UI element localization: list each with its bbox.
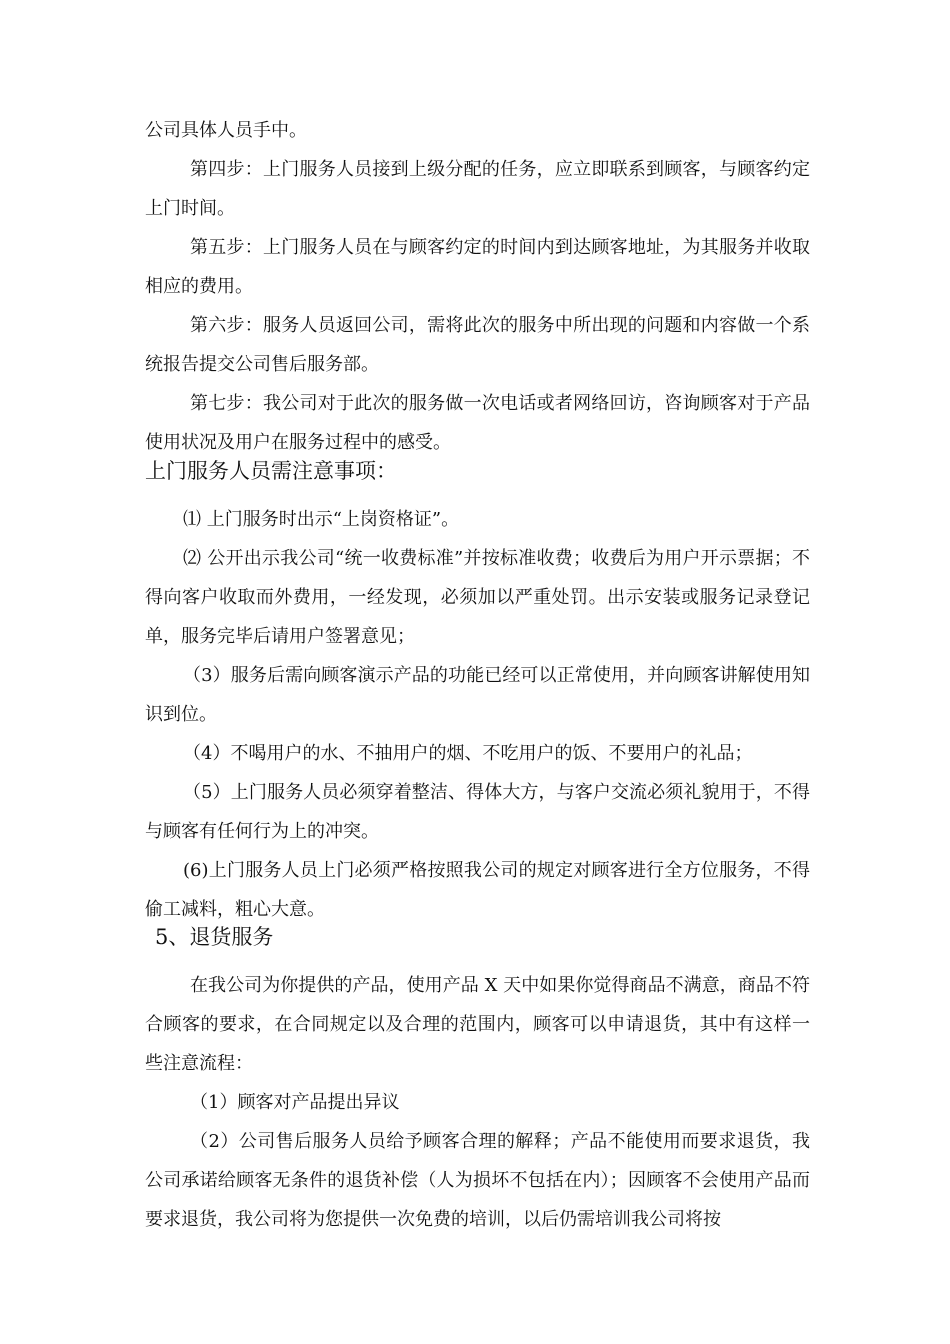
note-item-3: （3）服务后需向顾客演示产品的功能已经可以正常使用，并向顾客讲解使用知识到位。 [145,665,810,725]
note-item-5: （5）上门服务人员必须穿着整洁、得体大方，与客户交流必须礼貌用于，不得与顾客有任何行为上的冲突。 [145,782,810,842]
heading-returns: 5、退货服务 [155,925,274,949]
paragraph-intro: 公司具体人员手中。 [145,120,307,141]
heading-notes: 上门服务人员需注意事项： [145,459,397,483]
return-item-1: （1）顾客对产品提出异议 [190,1092,400,1113]
paragraph-returns: 在我公司为你提供的产品，使用产品 X 天中如果你觉得商品不满意，商品不符合顾客的要求，在合同规定以及合理的范围内，顾客可以申请退货，其中有这样一些注意流程： [145,975,810,1074]
paragraph-step-4: 第四步：上门服务人员接到上级分配的任务，应立即联系到顾客，与顾客约定上门时间。 [145,159,810,219]
note-item-6: (6)上门服务人员上门必须严格按照我公司的规定对顾客进行全方位服务，不得偷工减料，粗心大意。 [145,860,810,920]
return-item-2: （2）公司售后服务人员给予顾客合理的解释；产品不能使用而要求退货，我公司承诺给顾客无条件的退货补偿（人为损坏不包括在内）；因顾客不会使用产品而要求退货，我公司将为您提供一次免费的培训，以后仍需培训我公司将按 [145,1131,810,1230]
note-item-4: （4）不喝用户的水、不抽用户的烟、不吃用户的饭、不要用户的礼品； [183,743,753,764]
note-item-2: ⑵ 公开出示我公司“统一收费标准”并按标准收费；收费后为用户开示票据；不得向客户收取而外费用，一经发现，必须加以严重处罚。出示安装或服务记录登记单，服务完毕后请用户签署意见； [145,548,810,647]
paragraph-step-5: 第五步：上门服务人员在与顾客约定的时间内到达顾客地址，为其服务并收取相应的费用。 [145,237,810,297]
paragraph-step-7: 第七步：我公司对于此次的服务做一次电话或者网络回访，咨询顾客对于产品使用状况及用户在服务过程中的感受。 [145,393,810,453]
paragraph-step-6: 第六步：服务人员返回公司，需将此次的服务中所出现的问题和内容做一个系统报告提交公司售后服务部。 [145,315,810,375]
note-item-1: ⑴ 上门服务时出示“上岗资格证”。 [183,509,460,530]
